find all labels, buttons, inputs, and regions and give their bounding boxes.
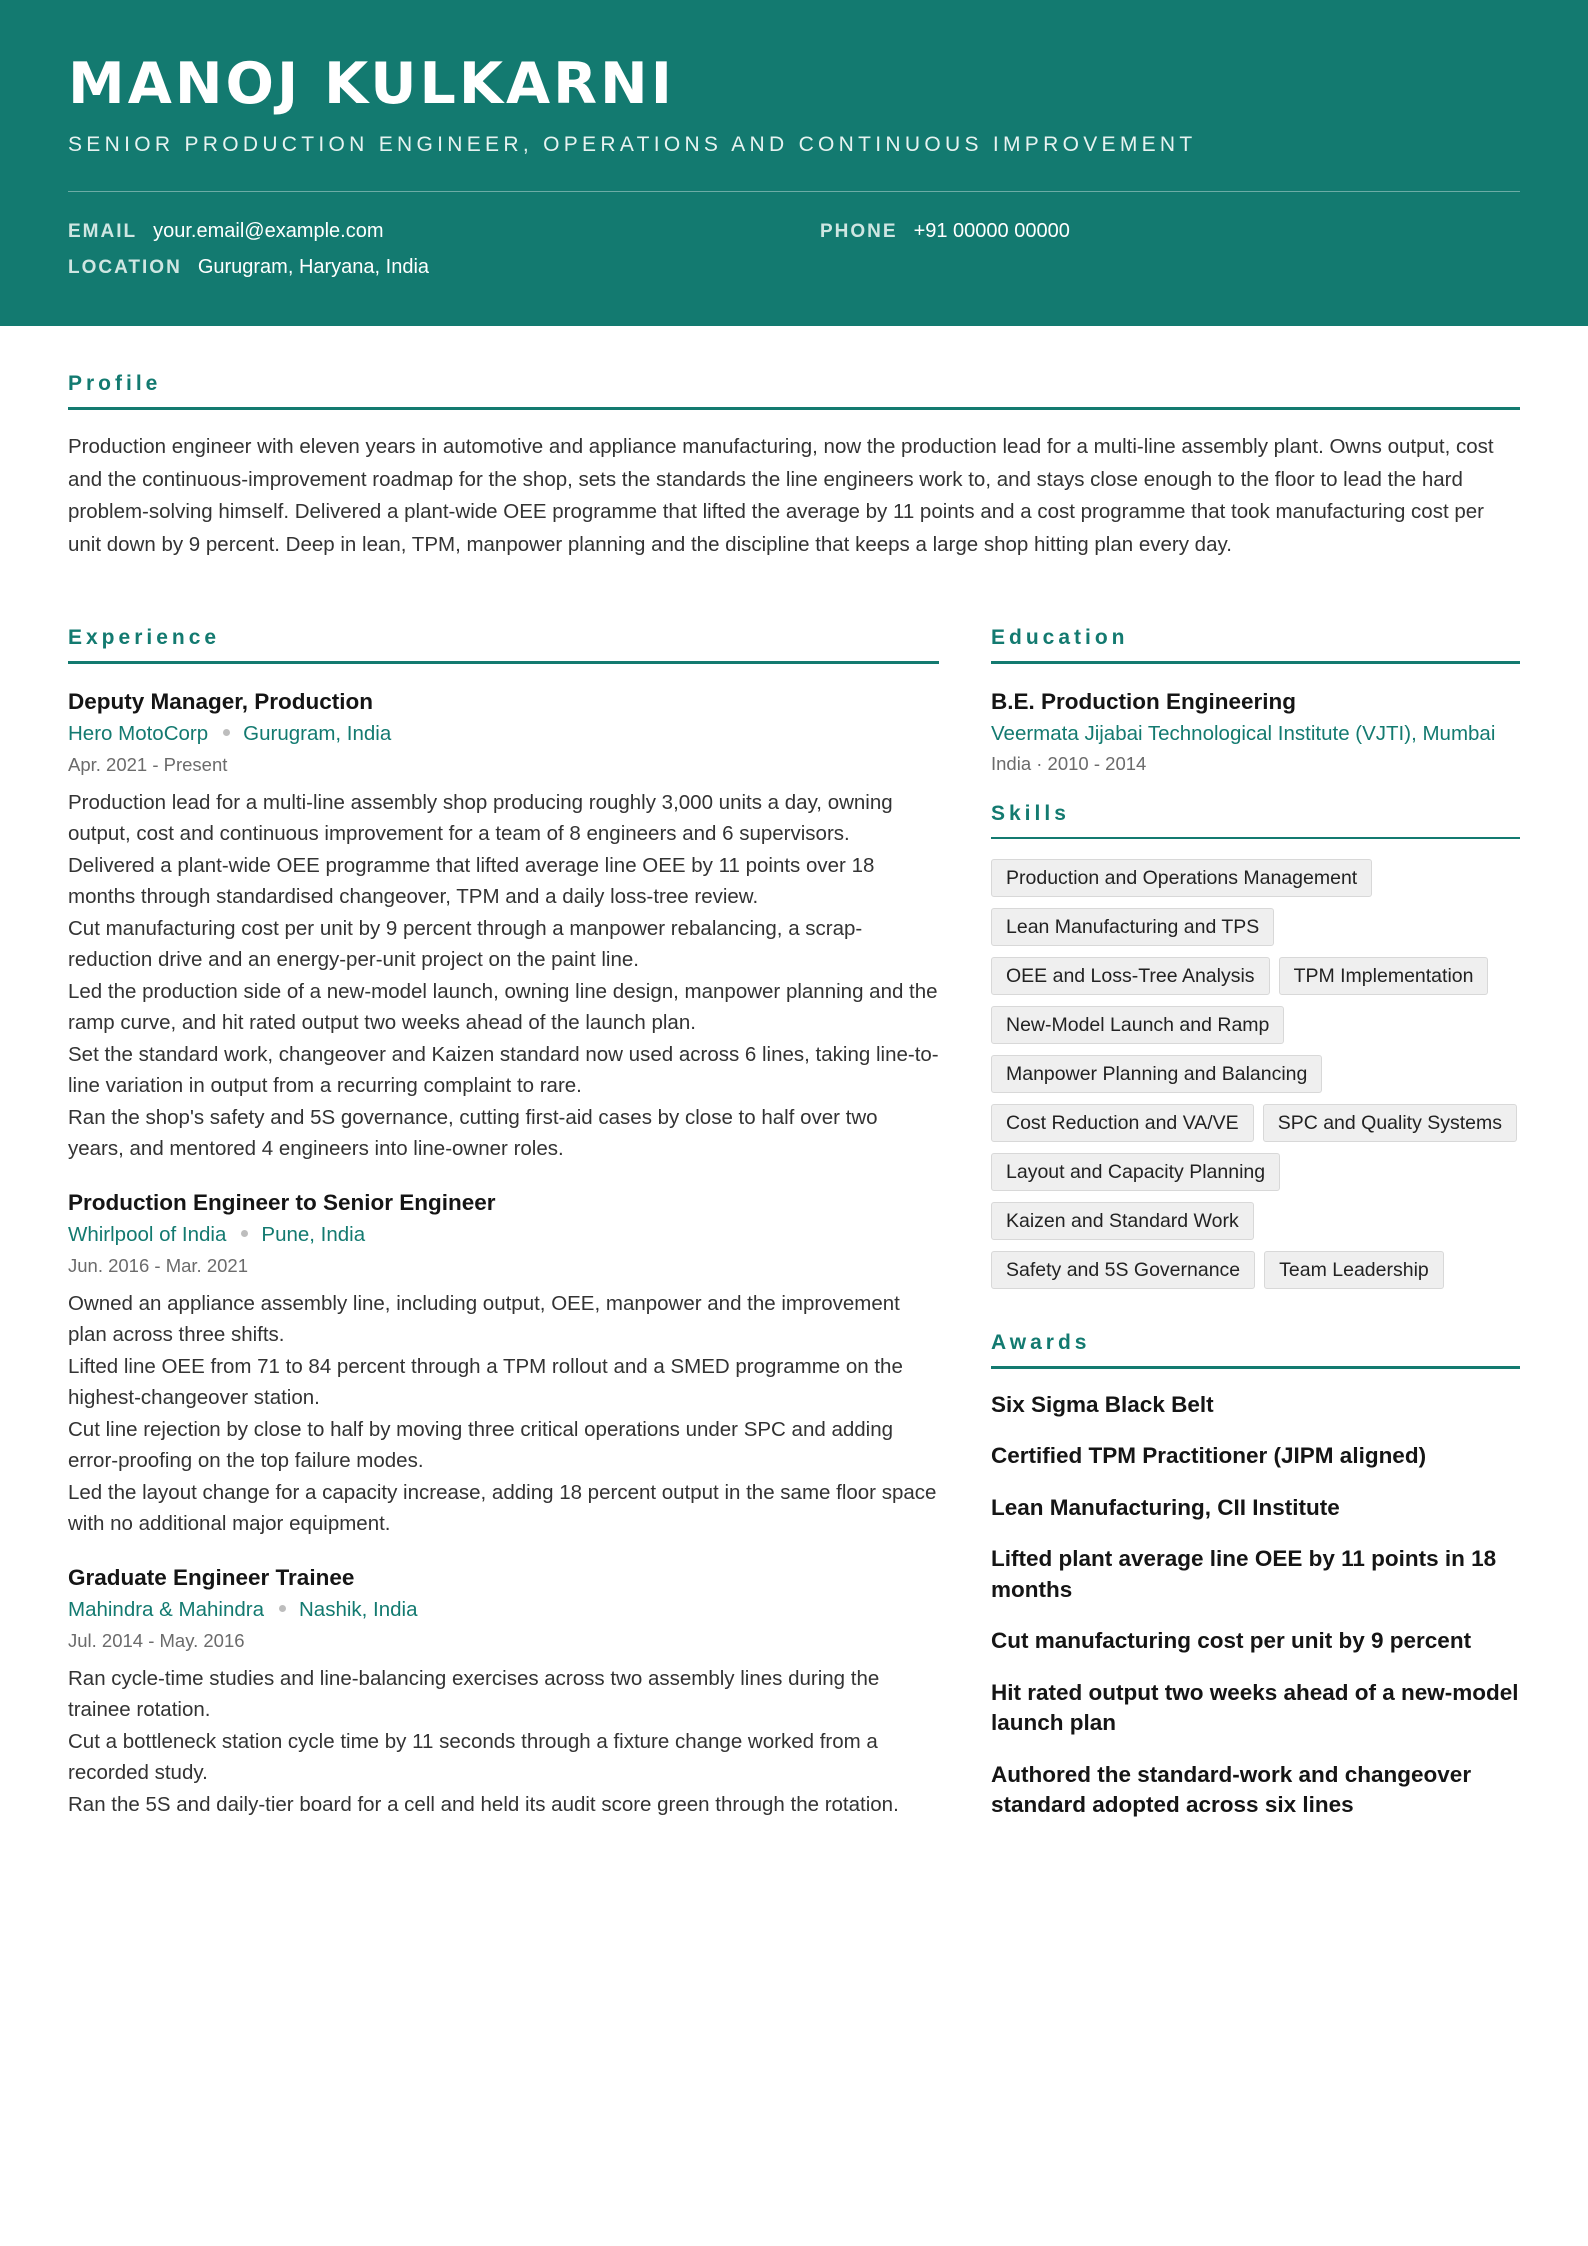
job-bullet: Ran cycle-time studies and line-balancing exercises across two assembly lines during the trainee rotation.	[68, 1666, 880, 1721]
job-title: Production Engineer to Senior Engineer	[68, 1189, 496, 1215]
award-item: Certified TPM Practitioner (JIPM aligned)	[991, 1443, 1427, 1468]
experience-section	[68, 626, 939, 1820]
award-item: Six Sigma Black Belt	[991, 1391, 1214, 1417]
contact-phone-value[interactable]: +91 00000 00000	[913, 220, 1070, 242]
skill-chip: OEE and Loss-Tree Analysis	[991, 957, 1270, 995]
job-bullet: Production lead for a multi-line assembly shop producing roughly 3,000 units a day, owning output, cost and continuous improvement for a team of 8 engineers and 6 supervisors.	[68, 790, 893, 845]
skill-chip: Lean Manufacturing and TPS	[991, 908, 1274, 946]
job-bullets	[68, 787, 939, 1165]
award-item: Authored the standard-work and changeover standard adopted across six lines	[991, 1761, 1472, 1817]
job-bullet: Ran the shop's safety and 5S governance, cutting first-aid cases by close to half over two years, and mentored 4 engineers into line-owner roles.	[68, 1105, 878, 1160]
contact-email-value[interactable]: your.email@example.com	[153, 220, 384, 242]
education-degree: B.E. Production Engineering	[991, 688, 1297, 714]
skill-chip: Kaizen and Standard Work	[991, 1202, 1254, 1240]
job-title: Deputy Manager, Production	[68, 688, 374, 714]
awards-section-rule	[991, 1366, 1520, 1369]
skill-chip: Team Leadership	[1264, 1251, 1444, 1289]
skill-chip: Safety and 5S Governance	[991, 1251, 1255, 1289]
resume-header	[0, 0, 1588, 326]
job-entry	[68, 1187, 939, 1540]
job-meta	[68, 1594, 939, 1626]
job-company: Whirlpool of India	[68, 1222, 227, 1246]
job-company: Mahindra & Mahindra	[68, 1597, 264, 1621]
education-section-title: Education	[991, 626, 1129, 649]
header-divider	[68, 191, 1520, 192]
skills-section-rule	[991, 837, 1520, 840]
job-company: Hero MotoCorp	[68, 721, 209, 745]
job-location: Gurugram, India	[243, 721, 392, 745]
job-bullet: Led the production side of a new-model launch, owning line design, manpower planning and the ramp curve, and hit rated output two weeks ahead of the launch plan.	[68, 979, 938, 1034]
job-bullets	[68, 1288, 939, 1540]
job-bullet: Cut a bottleneck station cycle time by 11 seconds through a fixture change worked from a recorded study.	[68, 1729, 878, 1784]
job-bullet: Cut line rejection by close to half by moving three critical operations under SPC and adding error-proofing on the top failure modes.	[68, 1417, 894, 1472]
profile-section	[68, 372, 1520, 410]
separator-dot-icon	[279, 1605, 286, 1612]
job-location: Nashik, India	[299, 1597, 418, 1621]
job-bullet: Set the standard work, changeover and Kaizen standard now used across 6 lines, taking line-to-line variation in output from a recurring complaint to rare.	[68, 1042, 939, 1097]
job-bullets	[68, 1663, 939, 1821]
job-entry	[68, 1562, 939, 1821]
contact-email	[68, 218, 384, 245]
contact-location-label: LOCATION	[68, 257, 182, 278]
education-meta: India · 2010 - 2014	[991, 752, 1147, 774]
award-item: Cut manufacturing cost per unit by 9 percent	[991, 1628, 1472, 1653]
award-item: Hit rated output two weeks ahead of a new-model launch plan	[991, 1679, 1519, 1735]
skills-section-title: Skills	[991, 801, 1070, 825]
sidebar-column	[991, 626, 1520, 1821]
skill-chip: Manpower Planning and Balancing	[991, 1055, 1322, 1093]
contact-email-label: EMAIL	[68, 221, 138, 242]
profile-section-rule	[68, 407, 1520, 410]
candidate-headline: SENIOR PRODUCTION ENGINEER, OPERATIONS AND CONTINUOUS IMPROVEMENT	[68, 133, 1197, 156]
skills-section	[991, 802, 1520, 1290]
contact-phone	[820, 218, 1070, 245]
contact-location-value: Gurugram, Haryana, India	[197, 256, 430, 278]
job-entry	[68, 686, 939, 1165]
candidate-name: MANOJ KULKARNI	[68, 51, 675, 117]
award-item: Lean Manufacturing, CII Institute	[991, 1494, 1340, 1520]
job-bullet: Cut manufacturing cost per unit by 9 percent through a manpower rebalancing, a scrap-reduction drive and an energy-per-unit project on the paint line.	[68, 916, 863, 971]
job-dates: Jul. 2014 - May. 2016	[68, 1629, 245, 1651]
job-title: Graduate Engineer Trainee	[68, 1564, 355, 1590]
skills-list	[991, 859, 1520, 1289]
skill-chip: TPM Implementation	[1279, 957, 1489, 995]
job-bullet: Ran the 5S and daily-tier board for a cell and held its audit score green through the rotation.	[68, 1792, 899, 1816]
separator-dot-icon	[241, 1230, 248, 1237]
education-entry	[991, 686, 1520, 779]
experience-section-title: Experience	[68, 626, 221, 649]
award-item: Lifted plant average line OEE by 11 points in 18 months	[991, 1546, 1497, 1602]
awards-section	[991, 1331, 1520, 1821]
job-meta	[68, 718, 939, 750]
job-meta	[68, 1219, 939, 1251]
education-school: Veermata Jijabai Technological Institute (VJTI), Mumbai	[991, 721, 1496, 745]
job-bullet: Owned an appliance assembly line, including output, OEE, manpower and the improvement plan across three shifts.	[68, 1291, 900, 1346]
skill-chip: Cost Reduction and VA/VE	[991, 1104, 1254, 1142]
education-section-rule	[991, 661, 1520, 664]
profile-summary: Production engineer with eleven years in automotive and appliance manufacturing, now the production lead for a multi-line assembly plant. Owns output, cost and the continuous-improvement roadmap for the shop, sets the standards the line engineers work to, and stays close enough to the floor to lead the hard problem-solving himself. Delivered a plant-wide OEE programme that lifted the average by 11 points and a cost programme that took manufacturing cost per unit down by 9 percent. Deep in lean, TPM, manpower planning and the discipline that keeps a large shop hitting plan every day.	[68, 435, 1494, 556]
separator-dot-icon	[223, 729, 230, 736]
contact-phone-label: PHONE	[820, 221, 898, 242]
education-section	[991, 626, 1520, 779]
experience-section-rule	[68, 661, 939, 664]
job-bullet: Led the layout change for a capacity increase, adding 18 percent output in the same floor space with no additional major equipment.	[68, 1480, 937, 1535]
job-bullet: Delivered a plant-wide OEE programme that lifted average line OEE by 11 points over 18 months through standardised changeover, TPM and a daily loss-tree review.	[68, 853, 875, 908]
job-dates: Jun. 2016 - Mar. 2021	[68, 1254, 248, 1276]
awards-section-title: Awards	[991, 1331, 1091, 1354]
profile-section-title: Profile	[68, 372, 162, 395]
job-location: Pune, India	[261, 1222, 366, 1246]
job-bullet: Lifted line OEE from 71 to 84 percent through a TPM rollout and a SMED programme on the highest-changeover station.	[68, 1354, 903, 1409]
job-dates: Apr. 2021 - Present	[68, 753, 228, 775]
skill-chip: Layout and Capacity Planning	[991, 1153, 1280, 1191]
skill-chip: Production and Operations Management	[991, 859, 1372, 897]
contact-location	[68, 254, 429, 281]
skill-chip: SPC and Quality Systems	[1263, 1104, 1517, 1142]
skill-chip: New-Model Launch and Ramp	[991, 1006, 1284, 1044]
